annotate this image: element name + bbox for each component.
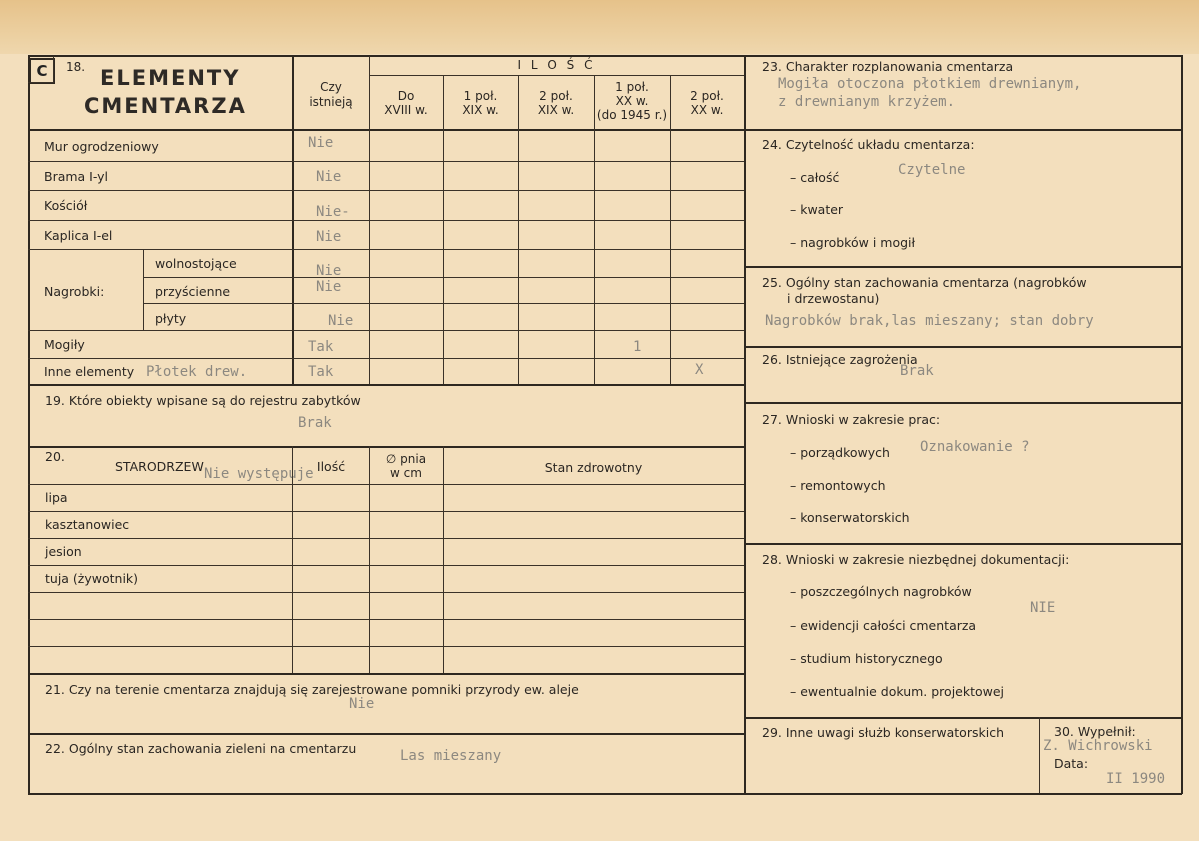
q26-value: Brak — [900, 363, 934, 379]
q19-value: Brak — [298, 415, 332, 431]
col-do-xviii: Do XVIII w. — [384, 89, 428, 117]
q27-label: 27. Wnioski w zakresie prac: — [762, 412, 941, 427]
q23-value-line2: z drewnianym krzyżem. — [778, 94, 956, 110]
row-mur-value: Nie — [308, 135, 334, 151]
q24-label: 24. Czytelność układu cmentarza: — [762, 137, 975, 152]
row-wolnostojace-value: Nie — [316, 263, 342, 279]
row-plyty-value: Nie — [328, 313, 354, 329]
q20-number: 20. — [45, 449, 65, 464]
q20-title: STARODRZEW — [115, 459, 204, 474]
q21-label: 21. Czy na terenie cmentarza znajdują się zarejestrowane pomniki przyrody ew. aleje — [45, 682, 579, 697]
row-mogily-label: Mogiły — [44, 337, 85, 352]
q20-col-pnia: ∅ pnia w cm — [385, 452, 427, 480]
q30-data-label: Data: — [1054, 756, 1089, 771]
col-czy-istnieja: Czy istnieją — [309, 80, 353, 109]
q27-item-konserwatorskich: – konserwatorskich — [790, 510, 910, 525]
section-18-number: 18. — [66, 60, 86, 74]
row-inne-typed: Płotek drew. — [146, 364, 248, 380]
card-top-edge — [0, 0, 1199, 54]
q25-label-line2: i drzewostanu) — [787, 291, 880, 306]
q24-item-kwater: – kwater — [790, 202, 844, 217]
q26-label: 26. Istniejące zagrożenia — [762, 352, 918, 367]
row-przyscienne-value: Nie — [316, 279, 342, 295]
q28-item-nagrobkow: – poszczególnych nagrobków — [790, 584, 972, 599]
col-1pol-xx: 1 poł. XX w. (do 1945 r.) — [596, 80, 668, 122]
elements-title-line2: CMENTARZA — [84, 94, 247, 118]
row-inne-qty-2pol-xx: X — [695, 362, 704, 378]
q20-col-ilosc: Ilość — [316, 459, 346, 474]
q20-typed-value: Nie występuje — [204, 466, 314, 482]
tree-tuja: tuja (żywotnik) — [45, 571, 139, 586]
col-2pol-xx: 2 poł. XX w. — [690, 89, 724, 117]
row-kosciol-value: Nie- — [316, 204, 350, 220]
row-mogily-value: Tak — [308, 339, 334, 355]
row-inne-value: Tak — [308, 364, 334, 380]
q27-value: Oznakowanie ? — [920, 439, 1030, 455]
q23-label: 23. Charakter rozplanowania cmentarza — [762, 59, 1014, 74]
section-letter-box: C — [29, 58, 55, 84]
q28-item-projektowej: – ewentualnie dokum. projektowej — [790, 684, 1005, 699]
q22-label: 22. Ogólny stan zachowania zieleni na cmentarzu — [45, 741, 357, 756]
col-2pol-xix: 2 poł. XIX w. — [537, 89, 575, 117]
row-kosciol-label: Kościół — [44, 198, 88, 213]
row-kaplica-label: Kaplica I-el — [44, 228, 113, 243]
row-mogily-qty-1pol-xx: 1 — [633, 339, 642, 355]
q20-col-stan: Stan zdrowotny — [544, 460, 643, 475]
q27-item-porzadkowych: – porządkowych — [790, 445, 890, 460]
nagrobki-label: Nagrobki: — [44, 284, 105, 299]
q28-label: 28. Wnioski w zakresie niezbędnej dokumentacji: — [762, 552, 1070, 567]
q22-value: Las mieszany — [400, 748, 502, 764]
q28-item-ewidencji: – ewidencji całości cmentarza — [790, 618, 977, 633]
q25-value: Nagrobków brak,las mieszany; stan dobry — [765, 313, 1094, 329]
q29-label: 29. Inne uwagi służb konserwatorskich — [762, 725, 1004, 740]
col-1pol-xix: 1 poł. XIX w. — [462, 89, 499, 117]
q28-value: NIE — [1030, 600, 1056, 616]
q23-value-line1: Mogiła otoczona płotkiem drewnianym, — [778, 76, 1082, 92]
q25-label-line1: 25. Ogólny stan zachowania cmentarza (nagrobków — [762, 275, 1087, 290]
q27-item-remontowych: – remontowych — [790, 478, 886, 493]
row-brama-label: Brama I-yl — [44, 169, 109, 184]
q30-name: Z. Wichrowski — [1043, 738, 1153, 754]
row-kaplica-value: Nie — [316, 229, 342, 245]
tree-kasztanowiec: kasztanowiec — [45, 517, 130, 532]
tree-jesion: jesion — [45, 544, 82, 559]
q30-label: 30. Wypełnił: — [1054, 724, 1136, 739]
row-wolnostojace-label: wolnostojące — [155, 256, 237, 271]
elements-title-line1: ELEMENTY — [100, 66, 241, 90]
row-przyscienne-label: przyścienne — [155, 284, 231, 299]
q24-item-calosc: – całość — [790, 170, 840, 185]
q30-date: II 1990 — [1106, 771, 1166, 787]
q21-value: Nie — [349, 696, 375, 712]
q24-item-nagrobkow: – nagrobków i mogił — [790, 235, 916, 250]
row-brama-value: Nie — [316, 169, 342, 185]
row-inne-label: Inne elementy — [44, 364, 135, 379]
q19-label: 19. Które obiekty wpisane są do rejestru zabytków — [45, 393, 361, 408]
q28-item-studium: – studium historycznego — [790, 651, 943, 666]
row-plyty-label: płyty — [155, 311, 187, 326]
tree-lipa: lipa — [45, 490, 68, 505]
q24-value: Czytelne — [898, 162, 966, 178]
row-mur-label: Mur ogrodzeniowy — [44, 139, 159, 154]
col-ilosc-header: I L O Ś Ć — [517, 58, 596, 72]
